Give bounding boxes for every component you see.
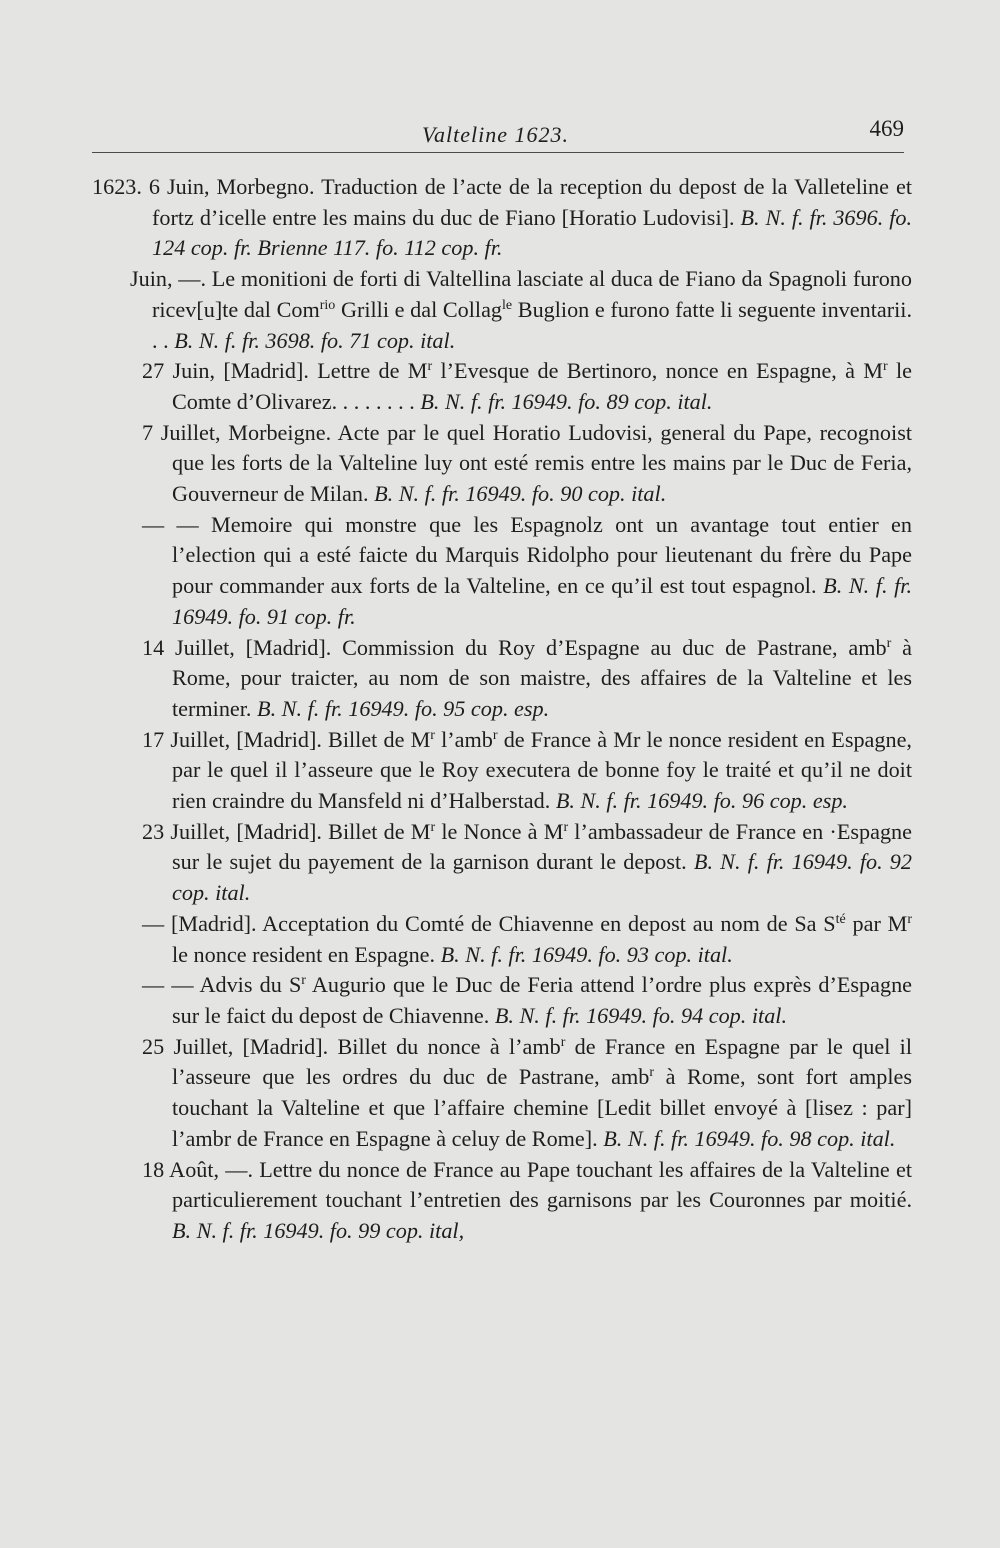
entry: 17 Juillet, [Madrid]. Billet de $M^r$ l’amb$^r$ de France à Mr le nonce resident en Espagne, par le quel il l’asseure que le Roy executera de bonne foy le traité et qu’il ne doit rien craindre du Mansfeld ni d’Halberstad. B. N. f. fr. 16949. fo. 96 cop. esp. [142,726,912,814]
page-number: 469 [869,116,904,141]
reference: B. N. f. fr. 3696. fo. 124 cop. fr. Brienne 117. fo. 112 cop. fr. [152,204,912,261]
reference: B. N. f. fr. 16949. fo. 91 cop. fr. [172,573,913,629]
entry: — [Madrid]. Acceptation du Comté de Chiavenne en depost au nom de Sa $S^{té}$ par $M^r$ le nonce resident en Espagne. B. N. f. fr. 16949. fo. 93 cop. ital. [142,910,912,967]
reference: B. N. f. fr. 16949. fo. 92 cop. ital. [172,849,912,906]
entry: 1623. 6 Juin, Morbegno. Traduction de l’acte de la reception du depost de la Valleteline et fortz d’icelle entre les mains du duc de Fiano [Horatio Ludovisi]. B. N. f. fr. 3696. fo. 124 cop. fr. Brienne 117. fo. 112 cop. fr. [92,174,912,261]
reference: B. N. f. fr. 16949. fo. 89 cop. ital. [420,388,713,414]
entry: — — Memoire qui monstre que les Espagnolz ont un avantage tout entier en l’election qui a esté faicte du Marquis Ridolpho pour lieutenant du frère du Pape pour commander aux forts de la Valteline, en ce qu’il est tout espagnol. B. N. f. fr. 16949. fo. 91 cop. fr. [142,511,913,629]
reference: B. N. f. fr. 16949. fo. 93 cop. ital. [440,941,733,967]
entry: 14 Juillet, [Madrid]. Commission du Roy d’Espagne au duc de Pastrane, amb$^r$ à Rome, pour traicter, au nom de son maistre, des affaires de la Valteline et les terminer. B. N. f. fr. 16949. fo. 95 cop. esp. [142,634,912,721]
reference: B. N. f. fr. 16949. fo. 96 cop. esp. [555,788,848,814]
entry: 25 Juillet, [Madrid]. Billet du nonce à l’amb$^r$ de France en Espagne par le quel il l’asseure que les ordres du duc de Pastrane, amb$^r$ à Rome, sont fort amples touchant la Valteline et que l’affaire chemine [Ledit billet envoyé à [lisez : par] l’ambr de France en Espagne à celuy de Rome]. B. N. f. fr. 16949. fo. 98 cop. ital. [142,1033,913,1151]
entry: 18 Août, —. Lettre du nonce de France au Pape touchant les affaires de la Valteline et particulierement touchant l’entretien des garnisons par les Couronnes par moitié. B. N. f. fr. 16949. fo. 99 cop. ital, [142,1156,912,1243]
reference: B. N. f. fr. 16949. fo. 95 cop. esp. [257,695,550,721]
reference: B. N. f. fr. 3698. fo. 71 cop. ital. [174,327,456,353]
reference: B. N. f. fr. 16949. fo. 99 cop. ital, [172,1217,465,1243]
reference: B. N. f. fr. 16949. fo. 98 cop. ital. [603,1125,896,1151]
entry: 23 Juillet, [Madrid]. Billet de $M^r$ le Nonce à $M^r$ l’ambassadeur de France en ·Espagne sur le sujet du payement de la garnison durant le depost. B. N. f. fr. 16949. fo. 92 cop. ital. [142,818,912,906]
entry: 7 Juillet, Morbeigne. Acte par le quel Horatio Ludovisi, general du Pape, recognoist que les forts de la Valteline luy ont esté remis entre les mains par le Duc de Feria, Gouverneur de Milan. B. N. f. fr. 16949. fo. 90 cop. ital. [142,419,912,507]
entry: Juin, —. Le monitioni de forti di Valtellina lasciate al duca de Fiano da Spagnoli furono ricev[u]te dal Com$^{rio}$ Grilli e dal Collag$^{le}$ Buglion e furono fatte li seguente inventarii. . . B. N. f. fr. 3698. fo. 71 cop. ital. [130,266,912,353]
entry: 27 Juin, [Madrid]. Lettre de $M^r$ l’Evesque de Bertinoro, nonce en Espagne, à $M^r$ le Comte d’Olivarez. . . . . . . . B. N. f. fr. 16949. fo. 89 cop. ital. [142,358,912,414]
document-body [92,172,912,1247]
reference: B. N. f. fr. 16949. fo. 94 cop. ital. [494,1002,788,1028]
page-header [92,116,904,153]
reference: B. N. f. fr. 16949. fo. 90 cop. ital. [374,481,667,507]
entry: — — Advis du $S^r$ Augurio que le Duc de Feria attend l’ordre plus exprès d’Espagne sur le faict du depost de Chiavenne. B. N. f. fr. 16949. fo. 94 cop. ital. [142,972,913,1028]
running-title: Valteline 1623. [422,122,569,147]
